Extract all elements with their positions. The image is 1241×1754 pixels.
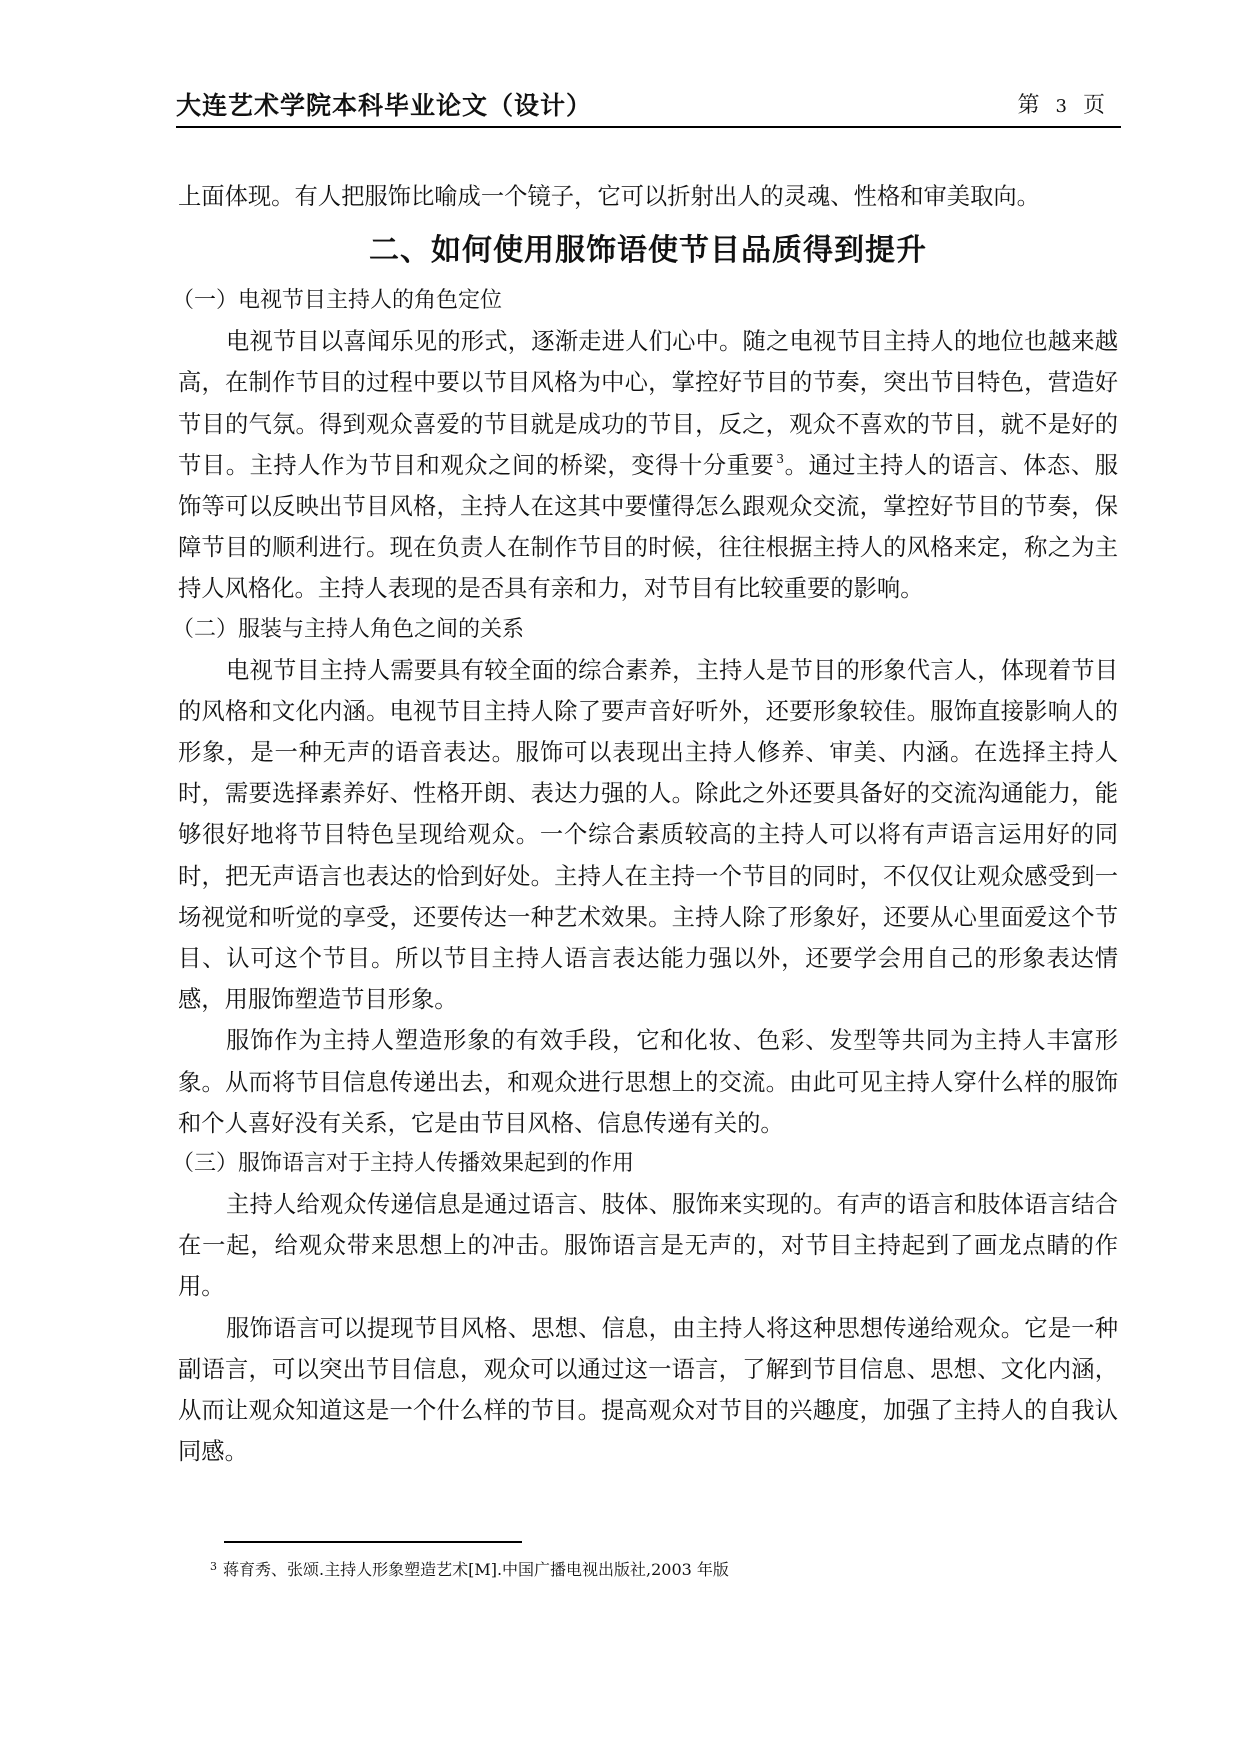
body-content xyxy=(172,176,1119,1472)
paragraph-text: 。通过主持人的语言、体态、服饰等可以反映出节目风格，主持人在这其中要懂得怎么跟观众交流，掌控好节目的节奏，保障节目的顺利进行。现在负责人在制作节目的时候，往往根据主持人的风格来定，称之为主持人风格化。主持人表现的是否具有亲和力，对节目有比较重要的影响。 xyxy=(178,451,1119,603)
page-number-label xyxy=(1018,88,1111,119)
footnote-text: 蒋育秀、张颂.主持人形象塑造艺术[M].中国广播电视出版社,2003 年版 xyxy=(223,1560,729,1579)
paragraph xyxy=(178,321,1118,609)
footnote-divider xyxy=(224,1541,522,1543)
footnote-reference[interactable]: 3 xyxy=(776,451,785,466)
section-heading: 二、如何使用服饰语使节目品质得到提升 xyxy=(369,233,927,269)
paragraph: 服饰作为主持人塑造形象的有效手段，它和化妆、色彩、发型等共同为主持人丰富形象。从而将节目信息传递出去，和观众进行思想上的交流。由此可见主持人穿什么样的服饰和个人喜好没有关系，它是由节目风格、信息传递有关的。 xyxy=(178,1027,1118,1137)
paragraph: 电视节目主持人需要具有较全面的综合素养，主持人是节目的形象代言人，体现着节目的风格和文化内涵。电视节目主持人除了要声音好听外，还要形象较佳。服饰直接影响人的形象，是一种无声的语音表达。服饰可以表现出主持人修养、审美、内涵。在选择主持人时，需要选择素养好、性格开朗、表达力强的人。除此之外还要具备好的交流沟通能力，能够很好地将节目特色呈现给观众。一个综合素质较高的主持人可以将有声语言运用好的同时，把无声语言也表达的恰到好处。主持人在主持一个节目的同时，不仅仅让观众感受到一场视觉和听觉的享受，还要传达一种艺术效果。主持人除了形象好，还要从心里面爱这个节目、认可这个节目。所以节目主持人语言表达能力强以外，还要学会用自己的形象表达情感，用服饰塑造节目形象。 xyxy=(178,656,1118,1014)
page-header xyxy=(176,86,1121,128)
page-suffix: 页 xyxy=(1082,93,1111,118)
paragraph: 服饰语言可以提现节目风格、思想、信息，由主持人将这种思想传递给观众。它是一种副语言，可以突出节目信息，观众可以通过这一语言，了解到节目信息、思想、文化内涵，从而让观众知道这是一个什么样的节目。提高观众对节目的兴趣度，加强了主持人的自我认同感。 xyxy=(178,1314,1118,1466)
subsection-heading-2: （二）服装与主持人角色之间的关系 xyxy=(172,616,525,642)
footnote-mark: 3 xyxy=(210,1560,217,1573)
intro-paragraph: 上面体现。有人把服饰比喻成一个镜子，它可以折射出人的灵魂、性格和审美取向。 xyxy=(178,183,1040,210)
footnote xyxy=(210,1556,729,1584)
subsection-heading-3: （三）服饰语言对于主持人传播效果起到的作用 xyxy=(172,1151,635,1177)
paragraph: 主持人给观众传递信息是通过语言、肢体、服饰来实现的。有声的语言和肢体语言结合在一起，给观众带来思想上的冲击。服饰语言是无声的，对节目主持起到了画龙点睛的作用。 xyxy=(178,1191,1118,1301)
paragraph-text: 电视节目以喜闻乐见的形式，逐渐走进人们心中。随之电视节目主持人的地位也越来越高，在制作节目的过程中要以节目风格为中心，掌控好节目的节奏，突出节目特色，营造好节目的气氛。得到观众喜爱的节目就是成功的节目，反之，观众不喜欢的节目，就不是好的节目。主持人作为节目和观众之间的桥梁，变得十分重要 xyxy=(178,328,1118,479)
subsection-heading-1: （一）电视节目主持人的角色定位 xyxy=(172,288,503,314)
header-title: 大连艺术学院本科毕业论文（设计） xyxy=(176,91,593,120)
page-number: 3 xyxy=(1055,96,1073,117)
page-prefix: 第 xyxy=(1017,93,1046,118)
